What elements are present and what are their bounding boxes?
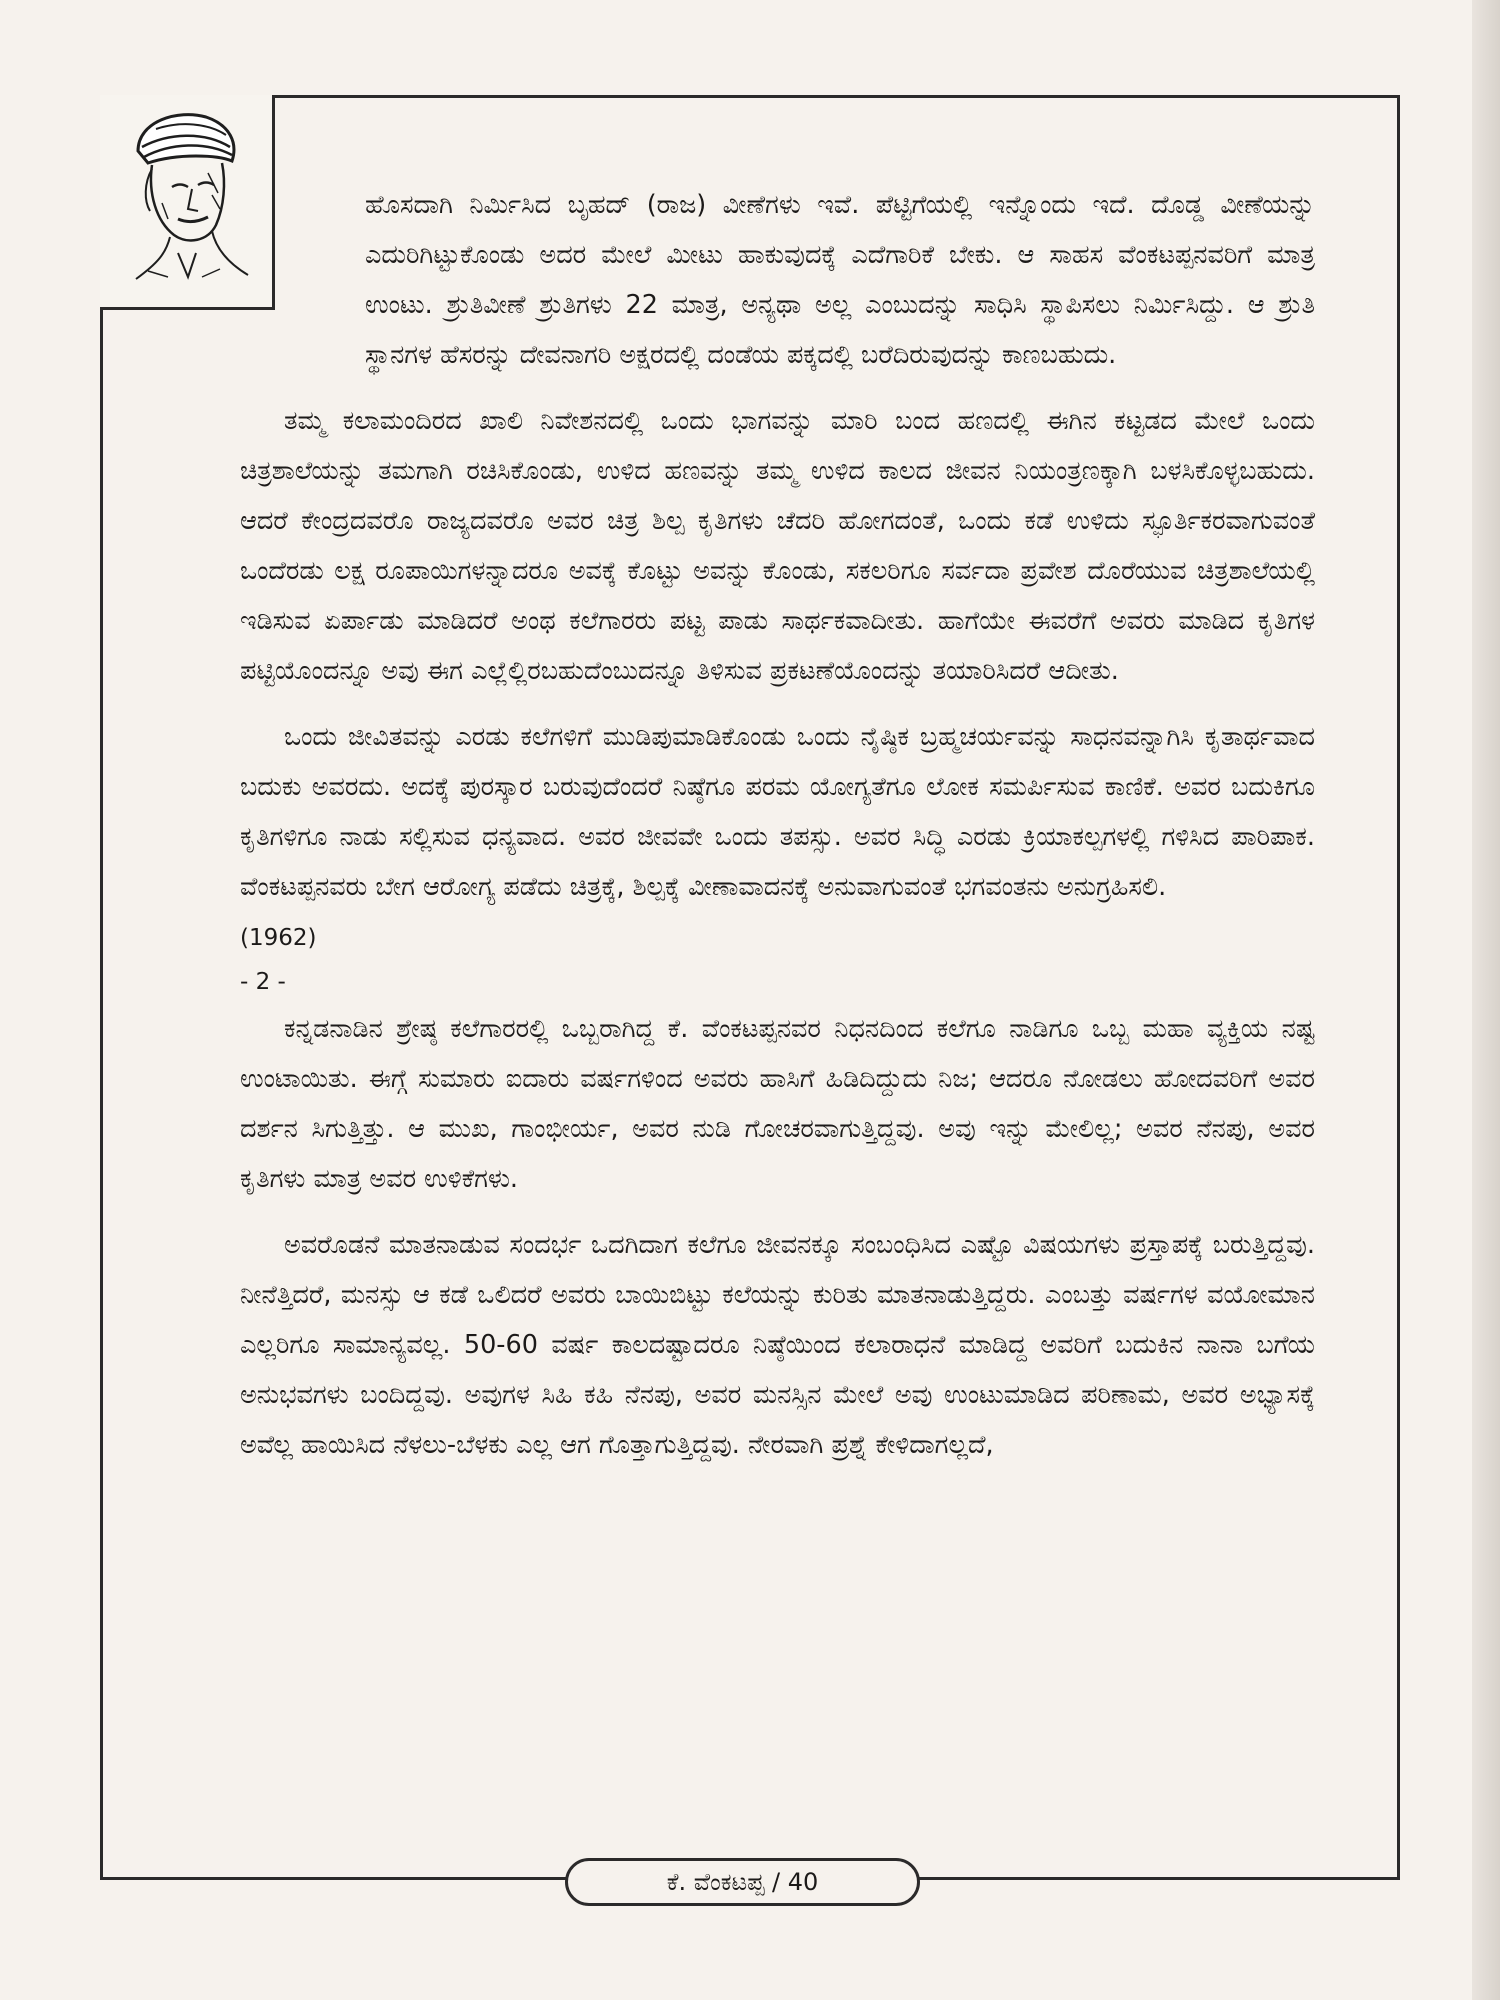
year-label: (1962) [240,925,317,951]
paragraph-1: ಹೊಸದಾಗಿ ನಿರ್ಮಿಸಿದ ಬೃಹದ್ (ರಾಜ) ವೀಣೆಗಳು ಇವೆ. ಪೆಟ್ಟಿಗೆಯಲ್ಲಿ ಇನ್ನೊಂದು ಇದೆ. ದೊಡ್ಡ ವೀಣೆಯನ್ನು ಎದುರಿಗಿಟ್ಟುಕೊಂಡು ಅದರ ಮೇಲೆ ಮೀಟು ಹಾಕುವುದಕ್ಕೆ ಎದೆಗಾರಿಕೆ ಬೇಕು. ಆ ಸಾಹಸ ವೆಂಕಟಪ್ಪನವರಿಗೆ ಮಾತ್ರ ಉಂಟು. ಶ್ರುತಿವೀಣೆ ಶ್ರುತಿಗಳು 22 ಮಾತ್ರ, ಅನ್ಯಥಾ ಅಲ್ಲ ಎಂಬುದನ್ನು ಸಾಧಿಸಿ ಸ್ಥಾಪಿಸಲು ನಿರ್ಮಿಸಿದ್ದು. ಆ ಶ್ರುತಿ ಸ್ಥಾನಗಳ ಹೆಸರನ್ನು ದೇವನಾಗರಿ ಅಕ್ಷರದಲ್ಲಿ ದಂಡೆಯ ಪಕ್ಕದಲ್ಲಿ ಬರೆದಿರುವುದನ್ನು ಕಾಣಬಹುದು. [365,190,1315,370]
paragraph-4: ಕನ್ನಡನಾಡಿನ ಶ್ರೇಷ್ಠ ಕಲೆಗಾರರಲ್ಲಿ ಒಬ್ಬರಾಗಿದ್ದ ಕೆ. ವೆಂಕಟಪ್ಪನವರ ನಿಧನದಿಂದ ಕಲೆಗೂ ನಾಡಿಗೂ ಒಬ್ಬ ಮಹಾ ವ್ಯಕ್ತಿಯ ನಷ್ಟ ಉಂಟಾಯಿತು. ಈಗ್ಗೆ ಸುಮಾರು ಐದಾರು ವರ್ಷಗಳಿಂದ ಅವರು ಹಾಸಿಗೆ ಹಿಡಿದಿದ್ದುದು ನಿಜ; ಆದರೂ ನೋಡಲು ಹೋದವರಿಗೆ ಅವರ ದರ್ಶನ ಸಿಗುತ್ತಿತ್ತು. ಆ ಮುಖ, ಗಾಂಭೀರ್ಯ, ಅವರ ನುಡಿ ಗೋಚರವಾಗುತ್ತಿದ್ದವು. ಅವು ಇನ್ನು ಮೇಲಿಲ್ಲ; ಅವರ ನೆನಪು, ಅವರ ಕೃತಿಗಳು ಮಾತ್ರ ಅವರ ಉಳಿಕೆಗಳು. [240,1014,1315,1194]
running-footer [565,1858,920,1906]
paragraph-2: ತಮ್ಮ ಕಲಾಮಂದಿರದ ಖಾಲಿ ನಿವೇಶನದಲ್ಲಿ ಒಂದು ಭಾಗವನ್ನು ಮಾರಿ ಬಂದ ಹಣದಲ್ಲಿ ಈಗಿನ ಕಟ್ಟಡದ ಮೇಲೆ ಒಂದು ಚಿತ್ರಶಾಲೆಯನ್ನು ತಮಗಾಗಿ ರಚಿಸಿಕೊಂಡು, ಉಳಿದ ಹಣವನ್ನು ತಮ್ಮ ಉಳಿದ ಕಾಲದ ಜೀವನ ನಿಯಂತ್ರಣಕ್ಕಾಗಿ ಬಳಸಿಕೊಳ್ಳಬಹುದು. ಆದರೆ ಕೇಂದ್ರದವರೊ ರಾಜ್ಯದವರೊ ಅವರ ಚಿತ್ರ ಶಿಲ್ಪ ಕೃತಿಗಳು ಚೆದರಿ ಹೋಗದಂತೆ, ಒಂದು ಕಡೆ ಉಳಿದು ಸ್ಫೂರ್ತಿಕರವಾಗುವಂತೆ ಒಂದೆರಡು ಲಕ್ಷ ರೂಪಾಯಿಗಳನ್ನಾದರೂ ಅವಕ್ಕೆ ಕೊಟ್ಟು ಅವನ್ನು ಕೊಂಡು, ಸಕಲರಿಗೂ ಸರ್ವದಾ ಪ್ರವೇಶ ದೊರೆಯುವ ಚಿತ್ರಶಾಲೆಯಲ್ಲಿ ಇಡಿಸುವ ಏರ್ಪಾಡು ಮಾಡಿದರೆ ಅಂಥ ಕಲೆಗಾರರು ಪಟ್ಟ ಪಾಡು ಸಾರ್ಥಕವಾದೀತು. ಹಾಗೆಯೇ ಈವರೆಗೆ ಅವರು ಮಾಡಿದ ಕೃತಿಗಳ ಪಟ್ಟಿಯೊಂದನ್ನೂ ಅವು ಈಗ ಎಲ್ಲೆಲ್ಲಿರಬಹುದೆಂಬುದನ್ನೂ ತಿಳಿಸುವ ಪ್ರಕಟಣೆಯೊಂದನ್ನು ತಯಾರಿಸಿದರೆ ಆದೀತು. [240,406,1315,686]
paragraph-3: ಒಂದು ಜೀವಿತವನ್ನು ಎರಡು ಕಲೆಗಳಿಗೆ ಮುಡಿಪುಮಾಡಿಕೊಂಡು ಒಂದು ನೈಷ್ಠಿಕ ಬ್ರಹ್ಮಚರ್ಯವನ್ನು ಸಾಧನವನ್ನಾಗಿಸಿ ಕೃತಾರ್ಥವಾದ ಬದುಕು ಅವರದು. ಅದಕ್ಕೆ ಪುರಸ್ಕಾರ ಬರುವುದೆಂದರೆ ನಿಷ್ಠೆಗೂ ಪರಮ ಯೋಗ್ಯತೆಗೂ ಲೋಕ ಸಮರ್ಪಿಸುವ ಕಾಣಿಕೆ. ಅವರ ಬದುಕಿಗೂ ಕೃತಿಗಳಿಗೂ ನಾಡು ಸಲ್ಲಿಸುವ ಧನ್ಯವಾದ. ಅವರ ಜೀವವೇ ಒಂದು ತಪಸ್ಸು. ಅವರ ಸಿದ್ಧಿ ಎರಡು ಕ್ರಿಯಾಕಲ್ಪಗಳಲ್ಲಿ ಗಳಿಸಿದ ಪಾರಿಪಾಕ. ವೆಂಕಟಪ್ಪನವರು ಬೇಗ ಆರೋಗ್ಯ ಪಡೆದು ಚಿತ್ರಕ್ಕೆ, ಶಿಲ್ಪಕ್ಕೆ ವೀಣಾವಾದನಕ್ಕೆ ಅನುವಾಗುವಂತೆ ಭಗವಂತನು ಅನುಗ್ರಹಿಸಲಿ. [240,722,1315,902]
section-number: - 2 - [240,969,286,995]
footer-title-page-number: ಕೆ. ವೆಂಕಟಪ್ಪ / 40 [666,1868,819,1896]
paragraph-5: ಅವರೊಡನೆ ಮಾತನಾಡುವ ಸಂದರ್ಭ ಒದಗಿದಾಗ ಕಲೆಗೂ ಜೀವನಕ್ಕೂ ಸಂಬಂಧಿಸಿದ ಎಷ್ಟೊ ವಿಷಯಗಳು ಪ್ರಸ್ತಾಪಕ್ಕೆ ಬರುತ್ತಿದ್ದವು. ನೀನೆತ್ತಿದರೆ, ಮನಸ್ಸು ಆ ಕಡೆ ಒಲಿದರೆ ಅವರು ಬಾಯಿಬಿಟ್ಟು ಕಲೆಯನ್ನು ಕುರಿತು ಮಾತನಾಡುತ್ತಿದ್ದರು. ಎಂಬತ್ತು ವರ್ಷಗಳ ವಯೋಮಾನ ಎಲ್ಲರಿಗೂ ಸಾಮಾನ್ಯವಲ್ಲ. 50-60 ವರ್ಷ ಕಾಲದಷ್ಟಾದರೂ ನಿಷ್ಠೆಯಿಂದ ಕಲಾರಾಧನೆ ಮಾಡಿದ್ದ ಅವರಿಗೆ ಬದುಕಿನ ನಾನಾ ಬಗೆಯ ಅನುಭವಗಳು ಬಂದಿದ್ದವು. ಅವುಗಳ ಸಿಹಿ ಕಹಿ ನೆನಪು, ಅವರ ಮನಸ್ಸಿನ ಮೇಲೆ ಅವು ಉಂಟುಮಾಡಿದ ಪರಿಣಾಮ, ಅವರ ಅಭ್ಯಾಸಕ್ಕೆ ಅವೆಲ್ಲ ಹಾಯಿಸಿದ ನೆಳಲು-ಬೆಳಕು ಎಲ್ಲ ಆಗ ಗೊತ್ತಾಗುತ್ತಿದ್ದವು. ನೇರವಾಗಿ ಪ್ರಶ್ನೆ ಕೇಳಿದಾಗಲ್ಲದೆ, [240,1230,1315,1460]
page-text [240,180,1315,1470]
page-edge-shadow [1472,0,1500,2000]
